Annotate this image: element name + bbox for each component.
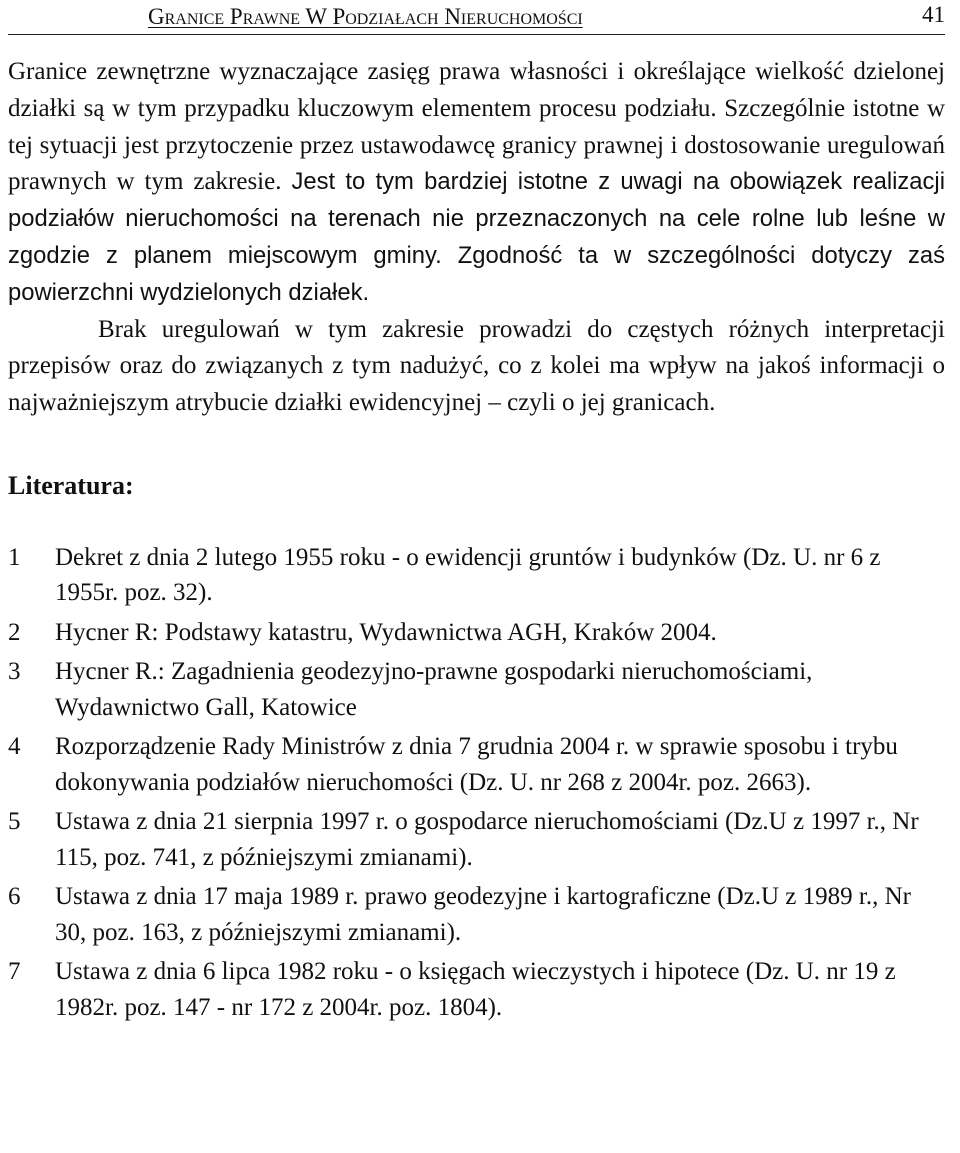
reference-item: [8, 729, 945, 800]
reference-number: 4: [8, 733, 21, 761]
reference-number: 6: [8, 883, 21, 911]
reference-text: Ustawa z dnia 21 sierpnia 1997 r. o gospodarce nieruchomościami (Dz.U z 1997 r., Nr 115, poz. 741, z późniejszymi zmianami).: [55, 808, 919, 871]
reference-number: 3: [8, 658, 21, 686]
reference-text: Hycner R: Podstawy katastru, Wydawnictwa AGH, Kraków 2004.: [55, 618, 717, 646]
reference-item: [8, 804, 945, 875]
reference-number: 2: [8, 618, 21, 646]
reference-list: [8, 540, 945, 1026]
reference-item: [8, 654, 945, 725]
reference-text: Ustawa z dnia 17 maja 1989 r. prawo geodezyjne i kartograficzne (Dz.U z 1989 r., Nr 30, poz. 163, z późniejszymi zmianami).: [55, 883, 911, 946]
reference-number: 5: [8, 808, 21, 836]
paragraph-1: [8, 54, 945, 312]
reference-number: 1: [8, 543, 21, 571]
paragraph-1-serif-text: Granice zewnętrzne wyznaczające zasięg prawa własności i określające wielkość dzielonej działki są w tym przypadku kluczowym elementem procesu podziału. Szczególnie istotne w tej sytuacji jest przytoczenie przez ustawodawcę granicy prawnej i dostosowanie uregulowań prawnych w tym zakresie.: [8, 58, 945, 196]
running-title: Granice Prawne W Podziałach Nieruchomości: [148, 4, 583, 29]
page-header: [8, 0, 945, 35]
reference-text: Rozporządzenie Rady Ministrów z dnia 7 grudnia 2004 r. w sprawie sposobu i trybu dokonywania podziałów nieruchomości (Dz. U. nr 268 z 2004r. poz. 2663).: [55, 733, 898, 796]
literature-heading: Literatura:: [8, 470, 134, 500]
reference-text: Hycner R.: Zagadnienia geodezyjno-prawne gospodarki nieruchomościami, Wydawnictwo Gall, Katowice: [55, 658, 813, 721]
reference-item: [8, 879, 945, 950]
body-text: [8, 54, 945, 422]
reference-item: [8, 954, 945, 1025]
reference-item: [8, 540, 945, 611]
reference-item: [8, 615, 945, 651]
document-page: [8, 0, 945, 1029]
paragraph-2: Brak uregulowań w tym zakresie prowadzi do częstych różnych interpretacji przepisów oraz do związanych z tym nadużyć, co z kolei ma wpływ na jakoś informacji o najważniejszym atrybucie działki ewidencyjnej – czyli o jej granicach.: [8, 315, 945, 417]
reference-text: Dekret z dnia 2 lutego 1955 roku - o ewidencji gruntów i budynków (Dz. U. nr 6 z 1955r. poz. 32).: [55, 543, 881, 607]
page-number: 41: [922, 2, 945, 27]
reference-number: 7: [8, 958, 21, 986]
paragraph-1-sans-text: Jest to tym bardziej istotne z uwagi na obowiązek realizacji podziałów nieruchomości na terenach nie przeznaczonych na cele rolne lub leśne w zgodzie z planem miejscowym gminy. Zgodność ta w szczególności dotyczy zaś powierzchni wydzielonych działek.: [8, 168, 946, 306]
reference-text: Ustawa z dnia 6 lipca 1982 roku - o księgach wieczystych i hipotece (Dz. U. nr 19 z 1982r. poz. 147 - nr 172 z 2004r. poz. 1804).: [55, 958, 896, 1021]
